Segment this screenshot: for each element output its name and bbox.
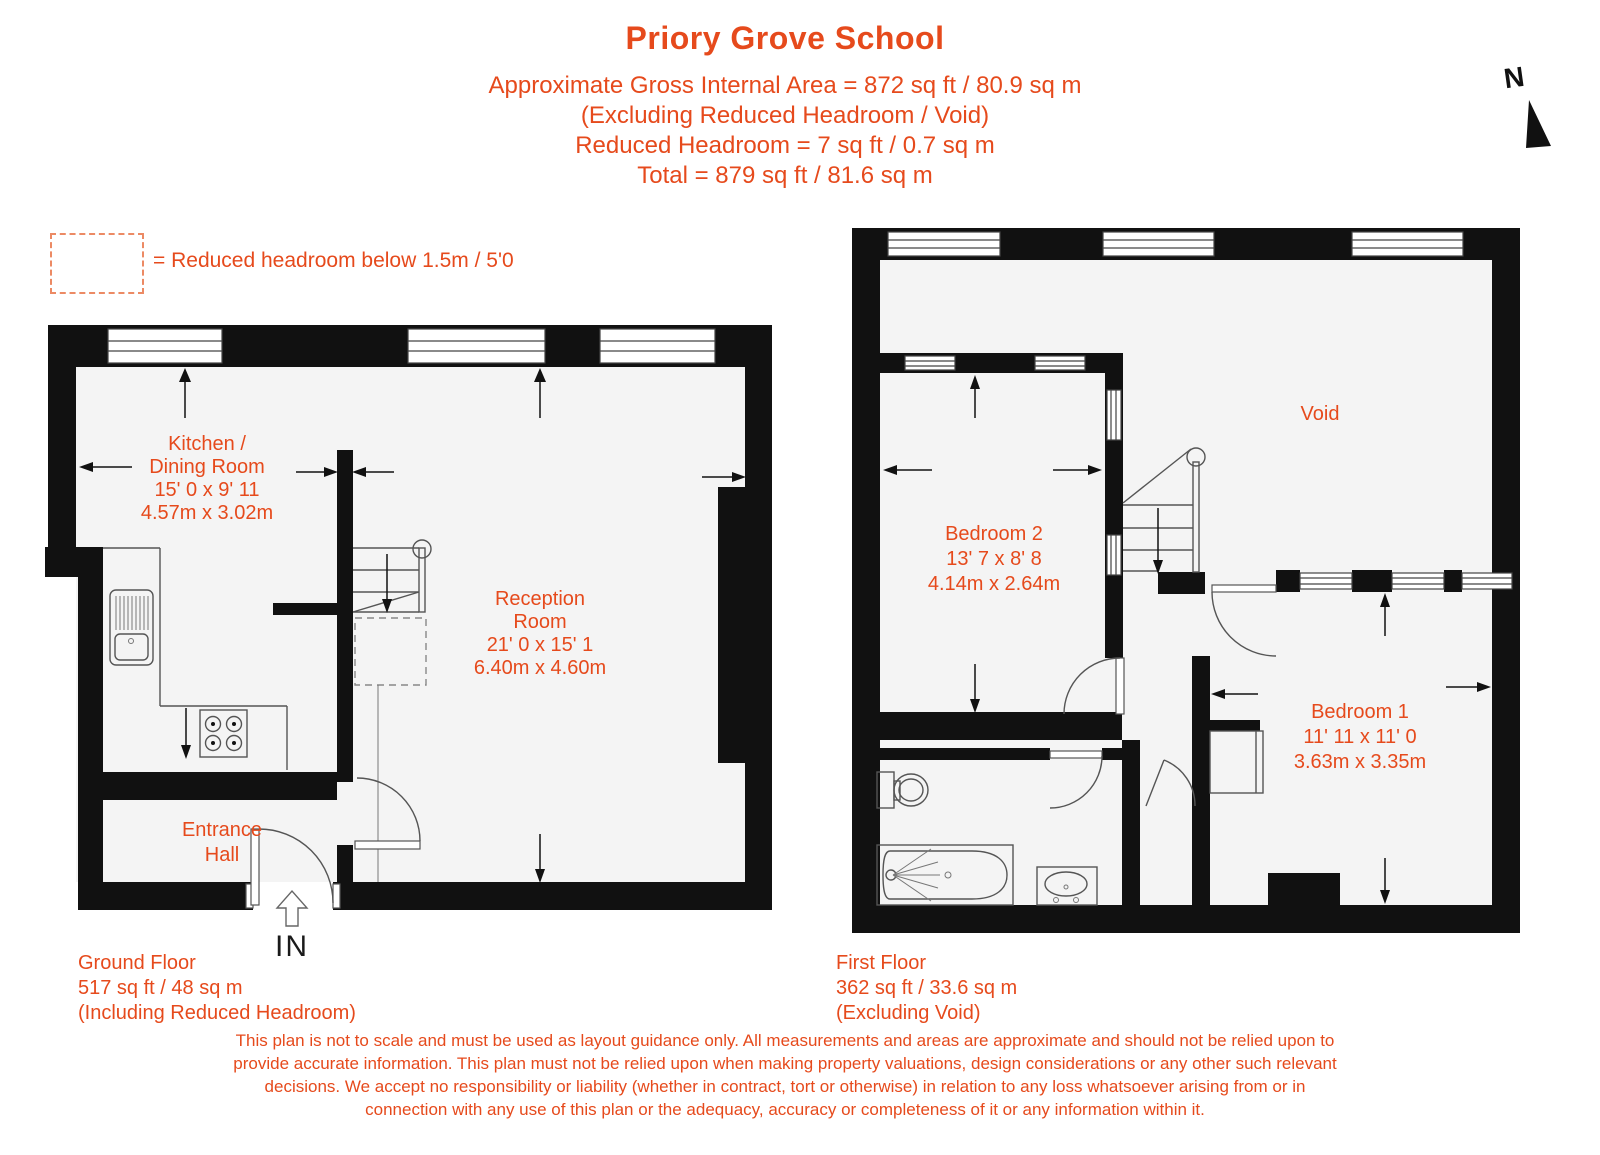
disclaimer-line: decisions. We accept no responsibility or liability (whether in contract, tort or otherwise) in relation to any loss whatsoever arising from or in	[264, 1077, 1306, 1096]
room-label-kitchen: Dining Room	[149, 456, 265, 478]
area-line: Approximate Gross Internal Area = 872 sq ft / 80.9 sq m	[488, 72, 1082, 99]
room-label-bedroom2: Bedroom 2	[945, 523, 1043, 545]
north-label: N	[1501, 60, 1527, 95]
ground-floor-note: (Including Reduced Headroom)	[78, 1002, 356, 1024]
room-label-bedroom1: Bedroom 1	[1311, 701, 1409, 723]
room-dims-bedroom2: 4.14m x 2.64m	[927, 573, 1061, 595]
first-floor-name: First Floor	[836, 952, 926, 974]
ground-floor-caption	[78, 951, 356, 1026]
room-dims-bedroom1: 11' 11 x 11' 0	[1303, 726, 1417, 748]
first-floor-caption	[836, 951, 1017, 1026]
room-label-reception: Reception	[494, 588, 586, 610]
room-dims-bedroom2: 13' 7 x 8' 8	[946, 548, 1042, 570]
first-floor-note: (Excluding Void)	[836, 1002, 981, 1024]
room-label-entrance-hall: Entrance	[181, 819, 263, 841]
entrance-in-label: IN	[275, 930, 309, 963]
reduced-headroom-legend-label: = Reduced headroom below 1.5m / 5'0	[153, 249, 514, 272]
disclaimer-line: provide accurate information. This plan must not be relied upon when making property valuations, design considerations or any other such relevant	[233, 1054, 1337, 1073]
ground-floor-area: 517 sq ft / 48 sq m	[78, 977, 243, 999]
first-floor-area: 362 sq ft / 33.6 sq m	[836, 977, 1018, 999]
room-label-void: Void	[1300, 403, 1340, 425]
room-label-reception: Room	[513, 611, 567, 633]
room-label-kitchen: Kitchen /	[168, 433, 246, 455]
disclaimer	[230, 1029, 1340, 1121]
entrance-in-arrow-icon	[277, 891, 307, 926]
room-dims-reception: 6.40m x 4.60m	[473, 657, 607, 679]
area-line: Total = 879 sq ft / 81.6 sq m	[637, 162, 933, 189]
ground-floor-windows	[108, 329, 715, 363]
room-label-entrance-hall: Hall	[204, 844, 240, 866]
room-dims-reception: 21' 0 x 15' 1	[486, 634, 594, 656]
ground-floor-name: Ground Floor	[78, 952, 196, 974]
area-line: Reduced Headroom = 7 sq ft / 0.7 sq m	[575, 132, 995, 159]
disclaimer-line: connection with any use of this plan or the adequacy, accuracy or completeness of it or any information within it.	[365, 1100, 1205, 1119]
first-floor-plan	[852, 228, 1520, 933]
disclaimer-line: This plan is not to scale and must be used as layout guidance only. All measurements and areas are approximate and should not be relied upon to	[235, 1031, 1335, 1050]
room-dims-kitchen: 15' 0 x 9' 11	[154, 479, 260, 501]
ground-floor-plan	[45, 325, 772, 963]
area-line: (Excluding Reduced Headroom / Void)	[580, 102, 990, 129]
room-dims-kitchen: 4.57m x 3.02m	[140, 502, 274, 524]
page-title: Priory Grove School	[625, 20, 945, 56]
room-dims-bedroom1: 3.63m x 3.35m	[1293, 751, 1427, 773]
north-arrow-icon	[1526, 100, 1551, 148]
